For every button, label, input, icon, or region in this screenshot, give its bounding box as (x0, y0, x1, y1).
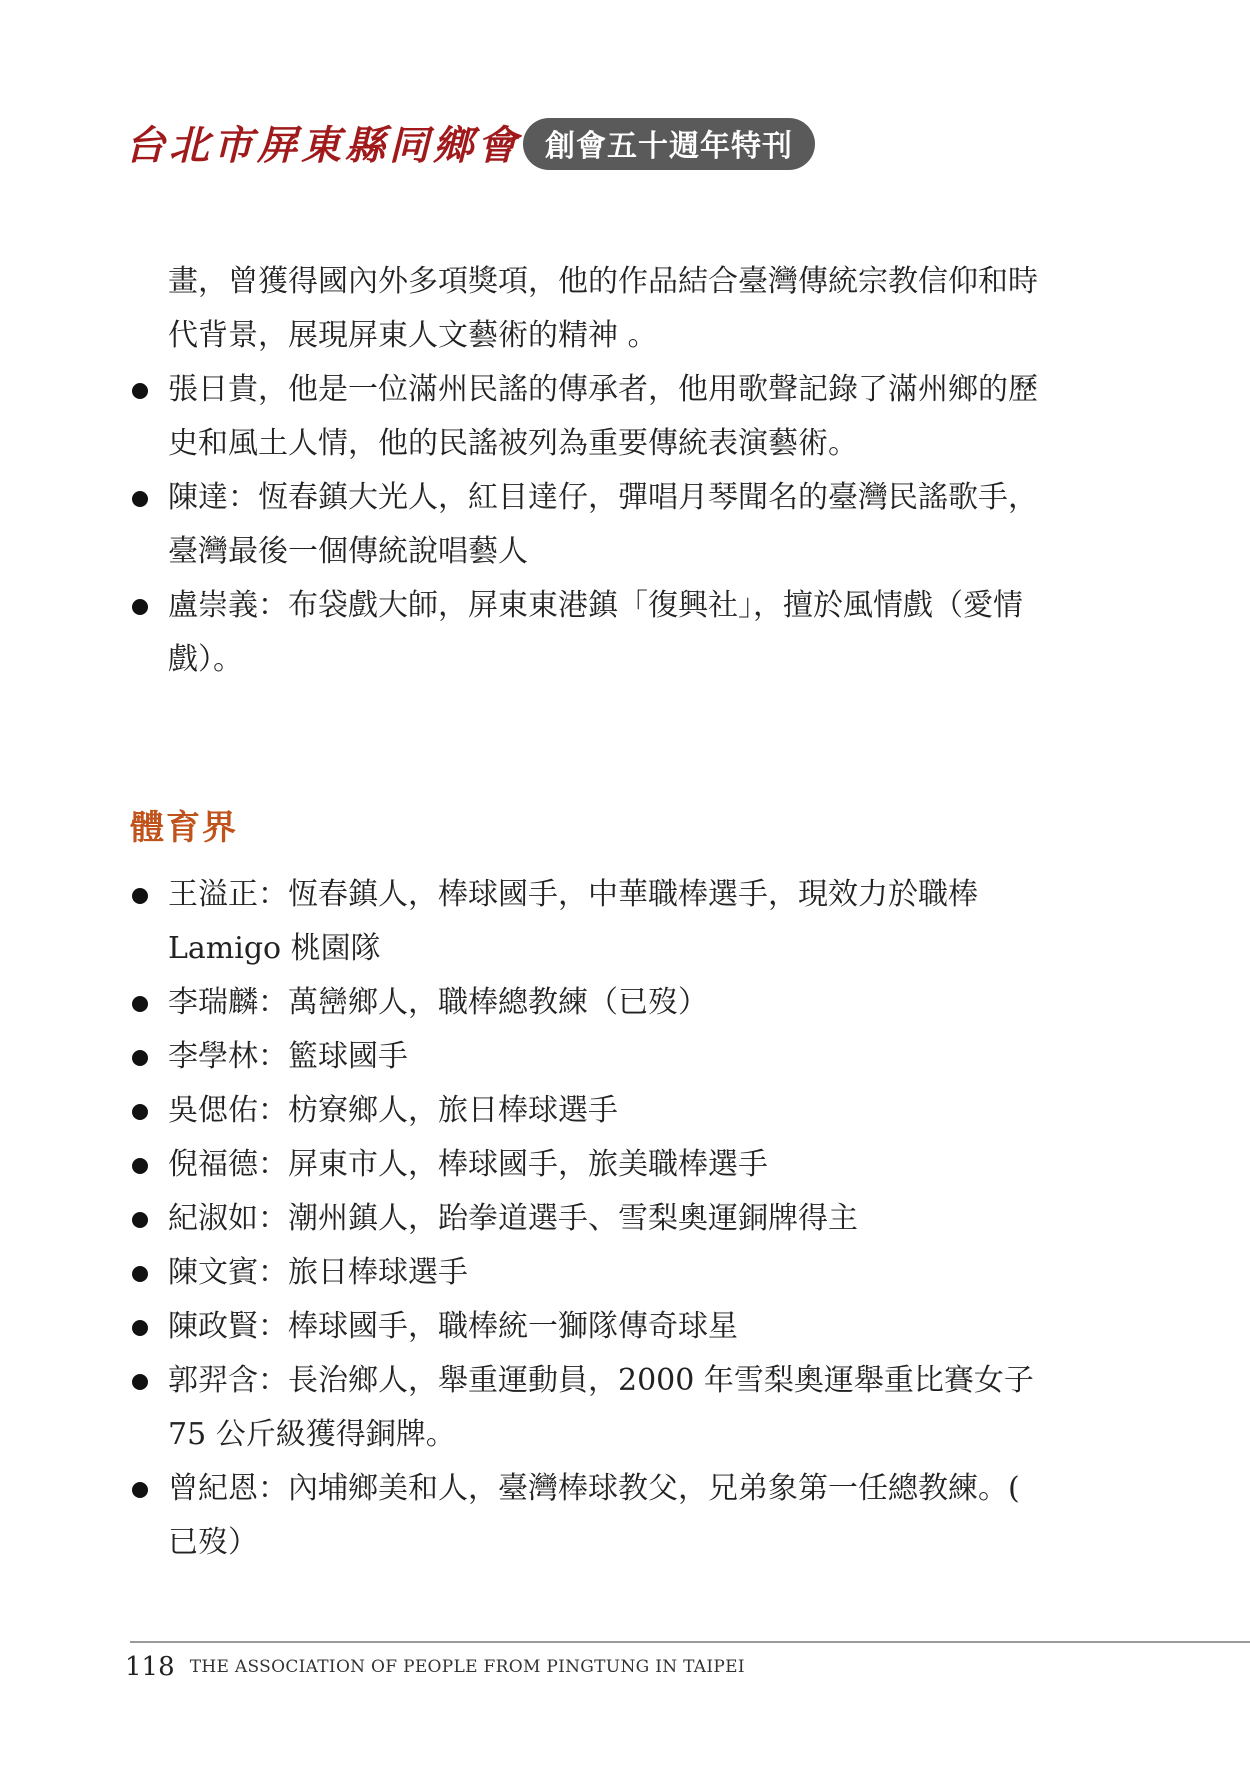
bullet-icon (132, 1050, 148, 1066)
list-item-line: 張日貴，他是一位滿州民謠的傳承者，他用歌聲記錄了滿州鄉的歷 (168, 372, 1038, 407)
list-item (130, 1300, 1130, 1354)
sports-section (130, 868, 1130, 1570)
list-item-line: 李學林：籃球國手 (168, 1039, 408, 1074)
list-item (130, 363, 1130, 471)
list-item-line: 吳偲佑：枋寮鄉人，旅日棒球選手 (168, 1093, 618, 1128)
list-item (130, 1138, 1130, 1192)
bullet-icon (132, 1104, 148, 1120)
list-item-line: 臺灣最後一個傳統說唱藝人 (168, 534, 528, 569)
page-number: 118 (125, 1652, 175, 1682)
list-item-line: 史和風土人情，他的民謠被列為重要傳統表演藝術。 (168, 426, 858, 461)
bullet-icon (132, 1158, 148, 1174)
list-item-line: 郭羿含：長治鄉人，舉重運動員，2000 年雪梨奧運舉重比賽女子 (168, 1363, 1034, 1398)
list-item-line: 王溢正：恆春鎮人，棒球國手，中華職棒選手，現效力於職棒 (168, 877, 978, 912)
list-item (130, 1192, 1130, 1246)
bullet-icon (132, 599, 148, 615)
list-item (130, 1246, 1130, 1300)
list-item (130, 1084, 1130, 1138)
sports-list (130, 868, 1130, 1570)
bullet-icon (132, 996, 148, 1012)
bullet-icon (132, 383, 148, 399)
list-item-line: 李瑞麟：萬巒鄉人，職棒總教練（已歿） (168, 985, 708, 1020)
association-name: 台北市屏東縣同鄉會 (125, 122, 521, 169)
paragraph-line: 畫，曾獲得國內外多項獎項，他的作品結合臺灣傳統宗教信仰和時 (168, 264, 1038, 299)
bullet-icon (132, 1320, 148, 1336)
list-item-line: 戲）。 (168, 642, 243, 677)
bullet-icon (132, 1482, 148, 1498)
page-footer (125, 1652, 745, 1682)
bullet-icon (132, 1374, 148, 1390)
bullet-icon (132, 491, 148, 507)
list-item (130, 1462, 1130, 1570)
arts-list (130, 363, 1130, 687)
list-item-line: 陳達：恆春鎮大光人，紅目達仔，彈唱月琴聞名的臺灣民謠歌手， (168, 480, 1038, 515)
paragraph-line: 代背景，展現屏東人文藝術的精神 。 (168, 318, 658, 353)
list-item (130, 1030, 1130, 1084)
list-item-line: 陳文賓：旅日棒球選手 (168, 1255, 468, 1290)
list-item (130, 976, 1130, 1030)
list-item-line: 陳政賢：棒球國手，職棒統一獅隊傳奇球星 (168, 1309, 738, 1344)
list-item-line: 75 公斤級獲得銅牌。 (168, 1417, 456, 1452)
section-title-sports: 體育界 (130, 808, 238, 848)
list-item-line: 倪福德：屏東市人，棒球國手，旅美職棒選手 (168, 1147, 768, 1182)
list-item (130, 471, 1130, 579)
list-item-line: 盧崇義：布袋戲大師，屏東東港鎮「復興社」，擅於風情戲（愛情 (168, 588, 1023, 623)
bullet-icon (132, 1266, 148, 1282)
publication-name: THE ASSOCIATION OF PEOPLE FROM PINGTUNG IN TAIPEI (189, 1657, 745, 1677)
arts-continued-section (130, 255, 1130, 687)
list-item-line: Lamigo 桃園隊 (168, 931, 381, 966)
bullet-icon (132, 888, 148, 904)
list-item-line: 已歿） (168, 1525, 258, 1560)
list-item-line: 紀淑如：潮州鎮人，跆拳道選手、雪梨奧運銅牌得主 (168, 1201, 858, 1236)
list-item (130, 1354, 1130, 1462)
bullet-icon (132, 1212, 148, 1228)
footer-divider (130, 1641, 1250, 1643)
list-item (130, 579, 1130, 687)
edition-badge: 創會五十週年特刊 (523, 118, 815, 170)
list-item (130, 868, 1130, 976)
list-item-line: 曾紀恩：內埔鄉美和人，臺灣棒球教父，兄弟象第一任總教練。( (168, 1471, 1020, 1506)
